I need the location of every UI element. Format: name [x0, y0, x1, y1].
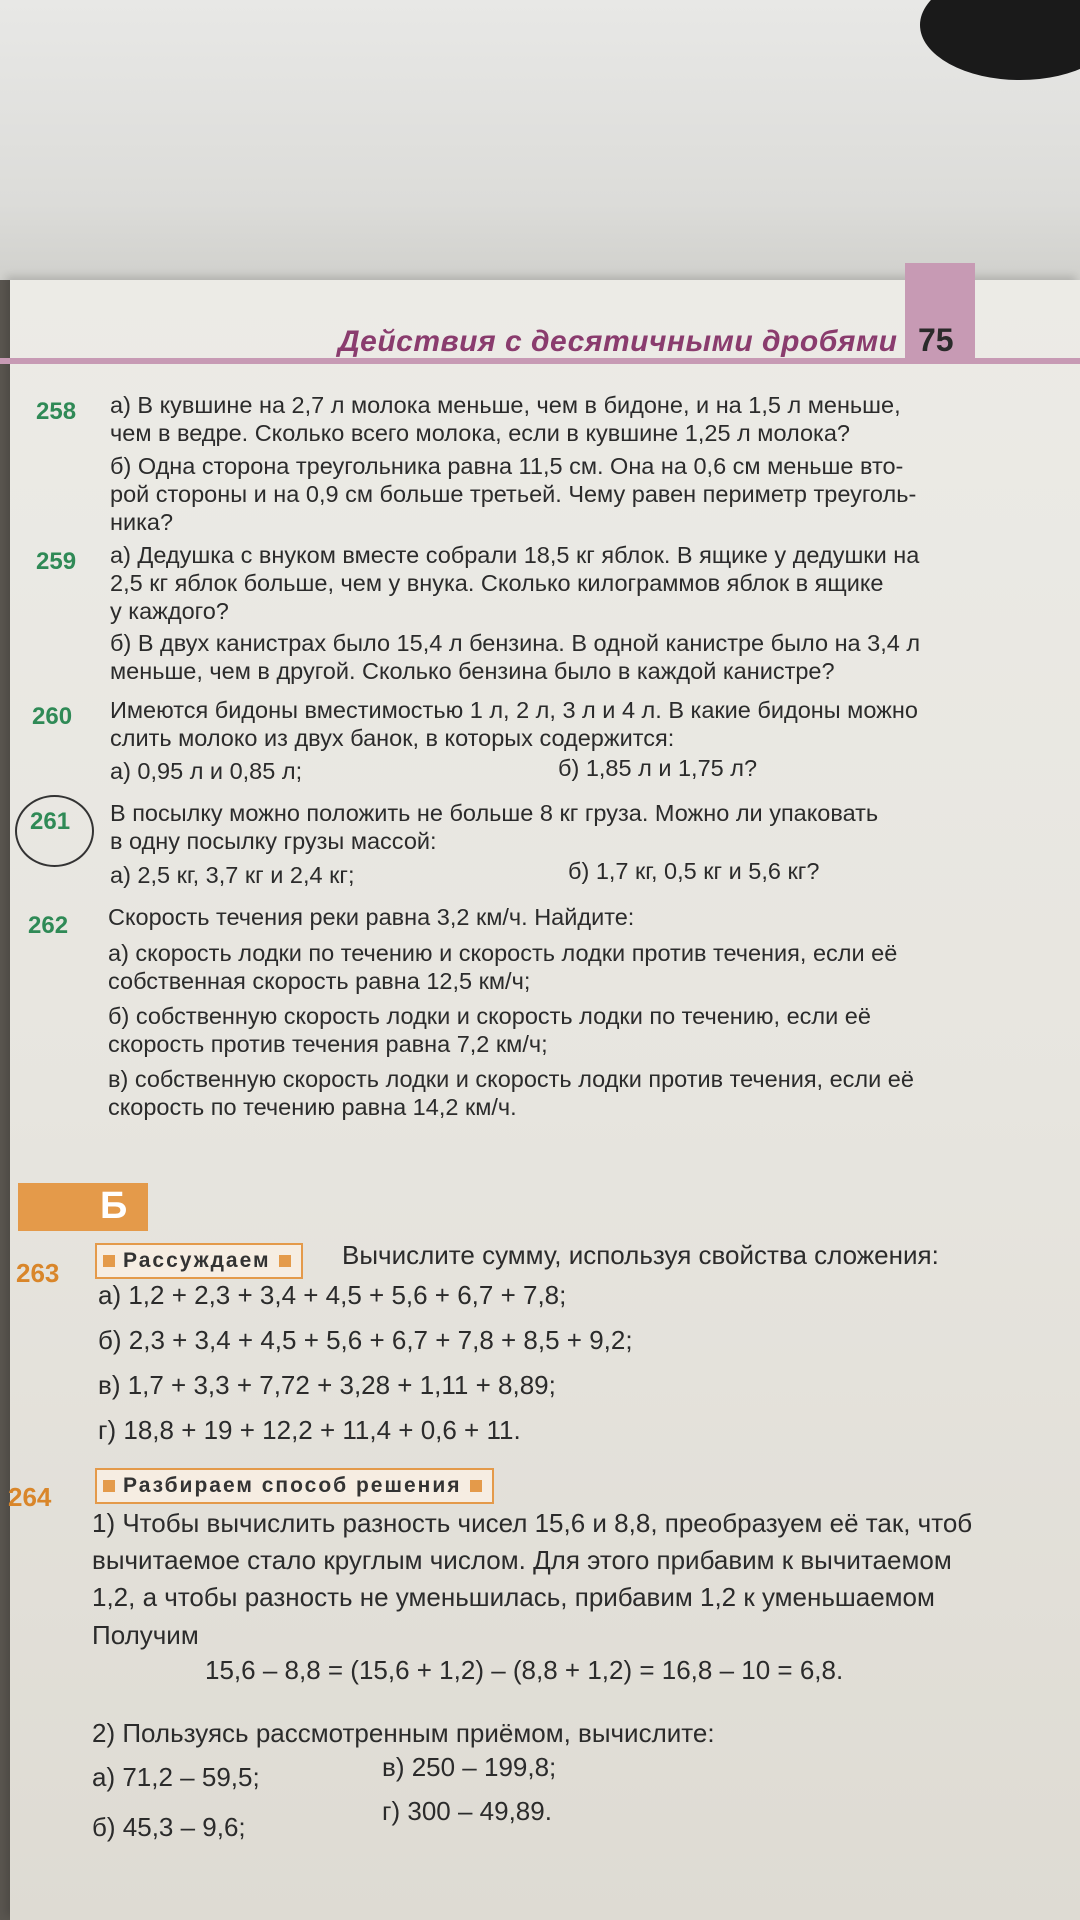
badge-marker: [279, 1255, 291, 1267]
problem-263-item-b: б) 2,3 + 3,4 + 4,5 + 5,6 + 6,7 + 7,8 + 8,5 + 9,2;: [98, 1325, 633, 1355]
problem-259-line: меньше, чем в другой. Сколько бензина было в каждой канистре?: [110, 658, 835, 684]
badge-reasoning: [95, 1243, 303, 1279]
problem-262-line: б) собственную скорость лодки и скорость лодки по течению, если её: [108, 1003, 871, 1029]
problem-258-line: чем в ведре. Сколько всего молока, если в кувшине 1,25 л молока?: [110, 420, 850, 446]
problem-261-line: В посылку можно положить не больше 8 кг груза. Можно ли упаковать: [110, 800, 879, 826]
badge-marker: [103, 1480, 115, 1492]
problem-264-item-c: в) 250 – 199,8;: [382, 1752, 557, 1782]
problem-264-line: 1) Чтобы вычислить разность чисел 15,6 и 8,8, преобразуем её так, чтоб: [92, 1508, 973, 1538]
problem-262-line: скорость по течению равна 14,2 км/ч.: [108, 1094, 517, 1120]
problem-258-line: рой стороны и на 0,9 см больше третьей. Чему равен периметр треуголь-: [110, 481, 917, 507]
problem-259-line: 2,5 кг яблок больше, чем у внука. Сколько килограммов яблок в ящике: [110, 570, 884, 596]
problem-262-line: Скорость течения реки равна 3,2 км/ч. Найдите:: [108, 904, 635, 930]
badge-marker: [470, 1480, 482, 1492]
badge-reasoning-label: Рассуждаем: [123, 1249, 271, 1272]
problem-260-line: слить молоко из двух банок, в которых содержится:: [110, 725, 675, 751]
problem-260-option-b: б) 1,85 л и 1,75 л?: [558, 755, 758, 781]
problem-262-line: скорость против течения равна 7,2 км/ч;: [108, 1031, 548, 1057]
problem-260-option-a: а) 0,95 л и 0,85 л;: [110, 758, 303, 784]
chapter-title: Действия с десятичными дробями: [338, 325, 898, 358]
problem-264-part-2: 2) Пользуясь рассмотренным приёмом, вычислите:: [92, 1718, 715, 1748]
problem-number-258: 258: [36, 398, 77, 425]
problem-261-line: в одну посылку грузы массой:: [110, 828, 437, 854]
problem-263-item-a: а) 1,2 + 2,3 + 3,4 + 4,5 + 5,6 + 6,7 + 7,8;: [98, 1280, 567, 1310]
problem-264-item-b: б) 45,3 – 9,6;: [92, 1812, 246, 1842]
problem-261-option-a: а) 2,5 кг, 3,7 кг и 2,4 кг;: [110, 862, 355, 888]
problem-262-line: а) скорость лодки по течению и скорость лодки против течения, если её: [108, 940, 898, 966]
problem-number-259: 259: [36, 548, 77, 575]
problem-number-264: 264: [8, 1482, 52, 1512]
problem-259-line: б) В двух канистрах было 15,4 л бензина. В одной канистре было на 3,4 л: [110, 630, 921, 656]
problem-262-line: в) собственную скорость лодки и скорость лодки против течения, если её: [108, 1066, 914, 1092]
problem-264-item-a: а) 71,2 – 59,5;: [92, 1762, 260, 1792]
problem-number-260: 260: [32, 703, 73, 730]
problem-258-line: ника?: [110, 509, 174, 535]
problem-259-line: у каждого?: [110, 598, 229, 624]
problem-263-item-c: в) 1,7 + 3,3 + 7,72 + 3,28 + 1,11 + 8,89;: [98, 1370, 556, 1400]
problem-263-item-d: г) 18,8 + 19 + 12,2 + 11,4 + 0,6 + 11.: [98, 1415, 521, 1445]
problem-264-item-d: г) 300 – 49,89.: [382, 1796, 552, 1826]
problem-264-formula: 15,6 – 8,8 = (15,6 + 1,2) – (8,8 + 1,2) = 16,8 – 10 = 6,8.: [205, 1655, 844, 1685]
page-number: 75: [918, 322, 954, 358]
problem-number-261: 261: [30, 808, 71, 835]
problem-262-line: собственная скорость равна 12,5 км/ч;: [108, 968, 531, 994]
problem-261-option-b: б) 1,7 кг, 0,5 кг и 5,6 кг?: [568, 858, 820, 884]
problem-260-line: Имеются бидоны вместимостью 1 л, 2 л, 3 л и 4 л. В какие бидоны можно: [110, 697, 918, 723]
problem-number-263: 263: [16, 1258, 60, 1288]
section-b-label: Б: [100, 1185, 128, 1227]
badge-solution-method: [95, 1468, 494, 1504]
problem-259-line: а) Дедушка с внуком вместе собрали 18,5 кг яблок. В ящике у дедушки на: [110, 542, 920, 568]
problem-number-262: 262: [28, 912, 69, 939]
problem-258-line: а) В кувшине на 2,7 л молока меньше, чем в бидоне, и на 1,5 л меньше,: [110, 392, 901, 418]
background-surface: [0, 0, 1080, 290]
problem-263-task: Вычислите сумму, используя свойства сложения:: [342, 1240, 939, 1270]
problem-258-line: б) Одна сторона треугольника равна 11,5 см. Она на 0,6 см меньше вто-: [110, 453, 904, 479]
badge-solution-method-label: Разбираем способ решения: [123, 1474, 462, 1497]
problem-264-line: вычитаемое стало круглым числом. Для этого прибавим к вычитаемом: [92, 1545, 952, 1575]
problem-264-line: 1,2, а чтобы разность не уменьшилась, прибавим 1,2 к уменьшаемом: [92, 1582, 935, 1612]
badge-marker: [103, 1255, 115, 1267]
problem-264-line: Получим: [92, 1620, 199, 1650]
section-b-marker: [18, 1183, 148, 1231]
